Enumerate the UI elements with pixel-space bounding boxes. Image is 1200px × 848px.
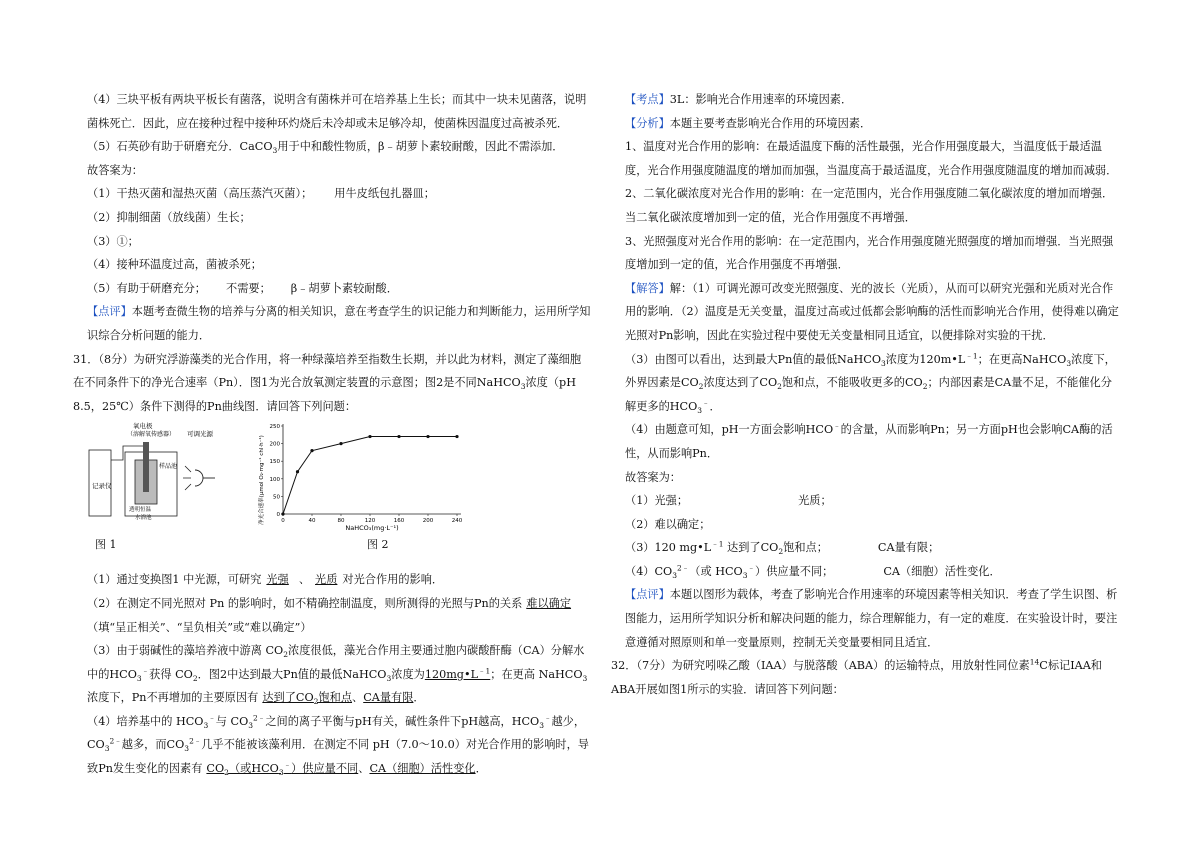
text: ；在更高 NaHCO [490, 667, 583, 681]
text: 用于中和酸性物质，β﹣胡萝卜素较耐酸，因此不需添加． [277, 140, 564, 154]
text: 浓度为120m•L [885, 352, 966, 366]
factor-1: 1、温度对光合作用的影响：在最适温度下酶的活性最强，光合作用强度最大，当温度低于最适温度，光合作用强度随温度的增加而加强，当温度高于最适温度，光合作用强度随温度的增加而减弱． [625, 140, 1118, 177]
figure-2-caption: 图 2 [367, 538, 389, 552]
text: （填“呈正相关”、“呈负相关”或“难以确定”） [87, 620, 312, 634]
answer-hard-to-determine: 难以确定 [526, 596, 572, 610]
answer-ca-activity: CA（细胞）活性变化 [369, 762, 476, 776]
pn-data-point [339, 442, 342, 445]
answer-2: （2）抑制细菌（放线菌）生长； [87, 210, 251, 224]
jieda [625, 277, 1121, 348]
text: 浓度（pH 8.5，25℃）条件下测得的Pn曲线图．请回答下列问题： [73, 376, 576, 413]
x-tick-label: 40 [308, 518, 316, 525]
text: 本题考查微生物的培养与分离的相关知识，意在考查学生的识记能力和判断能力，运用所学知识综合分析问题的能力． [87, 305, 591, 342]
text: 几乎不能被该藻利用．在测定不同 pH（7.0～10.0）对光合作用的影响时，导致Pn发生变化的因素有 [87, 738, 589, 776]
fenxi [625, 112, 1121, 136]
y-tick-label: 50 [273, 494, 280, 501]
text: 获得 CO [149, 667, 193, 681]
text: 浓度为 [391, 667, 425, 681]
text: ．图2中达到最大Pn值的最低NaHCO [197, 667, 387, 681]
label-recorder: 记录仪 [92, 482, 112, 491]
text: CO [206, 762, 225, 776]
text: 用牛皮纸包扎器皿； [334, 187, 435, 201]
y-tick-label: 100 [269, 477, 280, 484]
x-tick-label: 120 [364, 518, 376, 525]
text: 与 CO [215, 714, 249, 728]
text: （4）CO [625, 564, 673, 578]
answer-3: （3）①； [87, 234, 139, 248]
pn-data-point [397, 435, 400, 438]
answer-co2-saturation: 达到了$CO_2$饱和点 [262, 691, 353, 707]
jieda-3: （3）由图可以看出，达到最大Pn值的最低NaHCO$_3$浓度为$120m•L^{﹣1}$；在更高NaHCO$_3$浓度下，外界因素是$CO_2$浓度达到了$CO_2$饱和点，不能吸收更多的$CO_2$；内部因素是CA量不足，不能催化分解更多的$HCO_3^﹣$． [625, 350, 1116, 415]
text: ；内部因素是CA量不足，不能催化分解更多的HCO [625, 376, 1112, 413]
text: 本题主要考查影响光合作用的环境因素． [669, 116, 872, 130]
text: （或 HCO [689, 564, 743, 578]
text: CA（细胞）活性变化． [883, 564, 1001, 578]
text: C标记IAA和ABA开展如图1所示的实验．请回答下列问题： [611, 659, 1102, 696]
text: β﹣胡萝卜素较耐酸． [290, 281, 398, 295]
x-tick-label: 80 [337, 518, 345, 525]
text: 的含量，从而影响Pn；另一方面pH也会影响CA酶的活性，从而影响Pn． [625, 423, 1113, 460]
text: （4）培养基中的 HCO [87, 714, 204, 728]
text: 浓度下，Pn不再增加的主要原因有 [87, 691, 259, 705]
text: （4）由题意可知，pH一方面会影响HCO [625, 423, 834, 437]
pn-data-point [281, 513, 284, 516]
jieda-4: （4）由题意可知，pH一方面会影响HCO﹣的含量，从而影响Pn；另一方面pH也会影响CA酶的活性，从而影响Pn． [625, 421, 1113, 460]
text: （5）有助于研磨充分； [87, 281, 206, 295]
pn-data-point [368, 435, 371, 438]
sub-1: （1）通过变换图1 中光源，可研究 光强 、 光质 对光合作用的影响． [87, 573, 444, 587]
answer-light-quality: 光质 [315, 573, 338, 587]
answer-supply-differs: $CO_2$（或$HCO_3^﹣$）供应量不同 [206, 760, 359, 778]
text: （5）石英砂有助于研磨充分．CaCO [87, 140, 273, 154]
x-axis-label: NaHCO₃(mg·L⁻¹) [345, 524, 399, 533]
answer-1 [87, 182, 592, 206]
text: 解：（1）可调光源可改变光照强度、光的波长（光质），从而可以研究光强和光质对光合作用的影响．（2）温度是无关变量，温度过高或过低都会影响酶的活性而影响光合作用，使得难以确定光照对Pn影响，因此在实验过程中要使无关变量相同且适宜，以便排除对实验的干扰． [625, 281, 1119, 342]
kaodian-tag: 【考点】 [625, 93, 670, 106]
text: 越少，CO [87, 714, 586, 752]
left-p5: （5）石英砂有助于研磨充分．CaCO$_3$用于中和酸性物质，β﹣胡萝卜素较耐酸，因此不需添加． [87, 140, 564, 156]
text: （1）通过变换图1 中光源，可研究 [87, 573, 262, 587]
text: ）供应量不同 [291, 762, 359, 776]
comment [87, 300, 592, 347]
answer-4: （4）接种环温度过高，菌被杀死； [87, 258, 262, 272]
comment-right-tag: 【点评】 [625, 588, 670, 602]
answer-light-intensity: 光强 [266, 573, 289, 587]
text: （3）由于弱碱性的藻培养液中游离 CO [87, 644, 284, 658]
figure-1-caption: 图 1 [95, 538, 117, 552]
right-column [611, 88, 1121, 701]
answer-heading-right: 故答案为： [625, 470, 681, 484]
label-sample: 样品池 [159, 463, 178, 471]
question-32: 32．（7分）为研究吲哚乙酸（IAA）与脱落酸（ABA）的运输特点，用放射性同位素$^{14}$C标记IAA和ABA开展如图1所示的实验．请回答下列问题： [611, 657, 1102, 696]
y-tick-label: 150 [269, 459, 280, 466]
answer-5 [87, 277, 592, 301]
factor-3: 3、光照强度对光合作用的影响：在一定范围内，光合作用强度随光照强度的增加而增强．当光照强度增加到一定的值，光合作用强度不再增强． [625, 234, 1114, 272]
text: 32．（7分）为研究吲哚乙酸（IAA）与脱落酸（ABA）的运输特点，用放射性同位素 [611, 659, 1030, 673]
text: 光质； [798, 494, 832, 508]
factor-2: 2、二氧化碳浓度对光合作用的影响：在一定范围内，光合作用强度随二氧化碳浓度的增加而增强．当二氧化碳浓度增加到一定的值，光合作用强度不再增强． [625, 187, 1114, 224]
label-light: 可调光源 [187, 430, 213, 439]
r-answer-3: （3）120 $mg•L^{﹣1}$ 达到了$CO_2$饱和点； CA量有限； [625, 539, 940, 557]
text: 120mg•L [424, 667, 478, 681]
question-31: 31．（8分）为研究浮游藻类的光合作用，将一种绿藻培养至指数生长期，并以此为材料，测定了藻细胞在不同条件下的净光合速率（Pn）．图1为光合放氧测定装置的示意图；图2是不同NaHCO$_3$浓度（pH 8.5，25℃）条件下测得的Pn曲线图．请回答下列问题： [73, 352, 582, 413]
text: 对光合作用的影响． [342, 573, 444, 587]
pn-series-line [283, 437, 457, 514]
text: ）供应量不同； [755, 564, 834, 578]
sub-4: （4）培养基中的 $HCO_3^﹣$与 $CO_3^{2﹣}$之间的离子平衡与pH有关，碱性条件下pH越高，$HCO_3^﹣$越少，$CO_3^{2﹣}$越多，而$CO_3^{2﹣}$几乎不能被该藻利用．在测定不同 pH（7.0～10.0）对光合作用的影响时，导致Pn发生变化的因素有 $CO_2$（或$HCO_3^﹣$）供应量不同、CA（细胞）活性变化． [87, 713, 589, 778]
figure-row [87, 420, 592, 568]
y-tick-label: 250 [269, 424, 280, 431]
text: 本题以图形为载体，考查了影响光合作用速率的环境因素等相关知识．考查了学生识图、析图能力，运用所学知识分析和解决问题的能力，综合理解能力，有一定的难度．在实验设计时，要注意遵循对照原则和单一变量原则，控制无关变量要相同且适宜． [625, 588, 1118, 649]
y-tick-label: 200 [269, 441, 280, 448]
text: 饱和点； [783, 541, 828, 555]
label-bath: 透明恒温 [129, 507, 152, 514]
text: 达到了CO [727, 541, 779, 555]
y-axis-label: 净光合速率(μmol O₂·mg⁻¹ chl·h⁻¹) [259, 435, 265, 526]
text: 31．（8分）为研究浮游藻类的光合作用，将一种绿藻培养至指数生长期，并以此为材料，测定了藻细胞在不同条件下的净光合速率（Pn）．图1为光合放氧测定装置的示意图；图2是不同NaHCO [73, 352, 582, 390]
answer-120mg: $120mg•L^{﹣1}$ [424, 665, 491, 681]
fenxi-tag: 【分析】 [625, 116, 670, 130]
x-tick-label: 160 [393, 518, 405, 525]
text: CA量有限； [877, 541, 940, 555]
comment-tag: 【点评】 [87, 305, 132, 319]
x-tick-label: 240 [451, 518, 463, 525]
text: （1）干热灭菌和湿热灭菌（高压蒸汽灭菌）； [87, 187, 313, 201]
text: 之间的离子平衡与pH有关，碱性条件下pH越高，HCO [265, 714, 540, 728]
answer-ca-limited: CA量有限 [363, 691, 414, 705]
text: 越多，而CO [121, 738, 185, 752]
text: 不需要； [226, 281, 271, 295]
y-tick-label: 0 [276, 512, 280, 519]
label-bath2: 水浴池 [135, 515, 152, 522]
pn-data-point [455, 435, 458, 438]
text: 3L：影响光合作用速率的环境因素． [669, 93, 853, 106]
kaodian [625, 88, 1121, 112]
oxygen-apparatus-diagram [87, 420, 237, 532]
r-answer-2: （2）难以确定； [625, 517, 711, 531]
comment-right [625, 583, 1121, 654]
sub-2 [87, 592, 592, 639]
left-p4 [87, 88, 592, 135]
left-column [73, 88, 592, 781]
text: 浓度很低，藻光合作用主要通过胞内碳酸酐酶（CA）分解水中的HCO [87, 644, 585, 681]
text: ；在更高NaHCO [977, 352, 1067, 366]
text: （1）光强； [625, 494, 689, 508]
r-answer-1 [625, 489, 1121, 513]
x-tick-label: 0 [281, 518, 285, 525]
r-answer-4: $(4)CO_3^{2﹣}$（或 $HCO_3^﹣$）供应量不同； CA（细胞）活性变化． [625, 563, 1001, 581]
text: 达到了CO [262, 691, 314, 705]
pn-data-point [426, 435, 429, 438]
pn-data-point [310, 449, 313, 452]
text: （或HCO [228, 762, 279, 776]
text: 浓度下，外界因素是CO [625, 352, 1116, 390]
sub-3: （3）由于弱碱性的藻培养液中游离 $CO_2$浓度很低，藻光合作用主要通过胞内碳酸酐酶（CA）分解水中的$HCO_3^﹣$获得 $CO_2$．图2中达到最大Pn值的最低NaHCO$_3$浓度为$120mg•L^{﹣1}$；在更高 NaHCO$_3$浓度下，Pn不再增加的主要原因有 达到了$CO_2$饱和点、CA量有限． [87, 644, 588, 707]
text: （4）三块平板有两块平板长有菌落，说明含有菌株并可在培养基上生长；而其中一块未见菌落，说明菌株死亡．因此，应在接种过程中接种环灼烧后未冷却或未足够冷却，使菌株因温度过高被杀死． [87, 93, 587, 130]
text: （3）120 mg•L [625, 541, 712, 555]
text: （3）由图可以看出，达到最大Pn值的最低NaHCO [625, 352, 881, 366]
pn-curve-chart [257, 420, 477, 532]
text: 浓度达到了CO [703, 376, 778, 390]
text: （2）在测定不同光照对 Pn 的影响时，如不精确控制温度，则所测得的光照与Pn的关系 [87, 596, 523, 610]
pn-data-point [296, 470, 299, 473]
jieda-tag: 【解答】 [625, 281, 670, 295]
label-electrode: 氧电极 [133, 422, 153, 431]
text: 饱和点，不能吸收更多的CO [781, 376, 923, 390]
label-sensor: （溶解氧传感器） [127, 431, 176, 439]
x-tick-label: 200 [422, 518, 434, 525]
answer-heading: 故答案为： [87, 163, 143, 177]
text: 饱和点 [318, 691, 353, 705]
